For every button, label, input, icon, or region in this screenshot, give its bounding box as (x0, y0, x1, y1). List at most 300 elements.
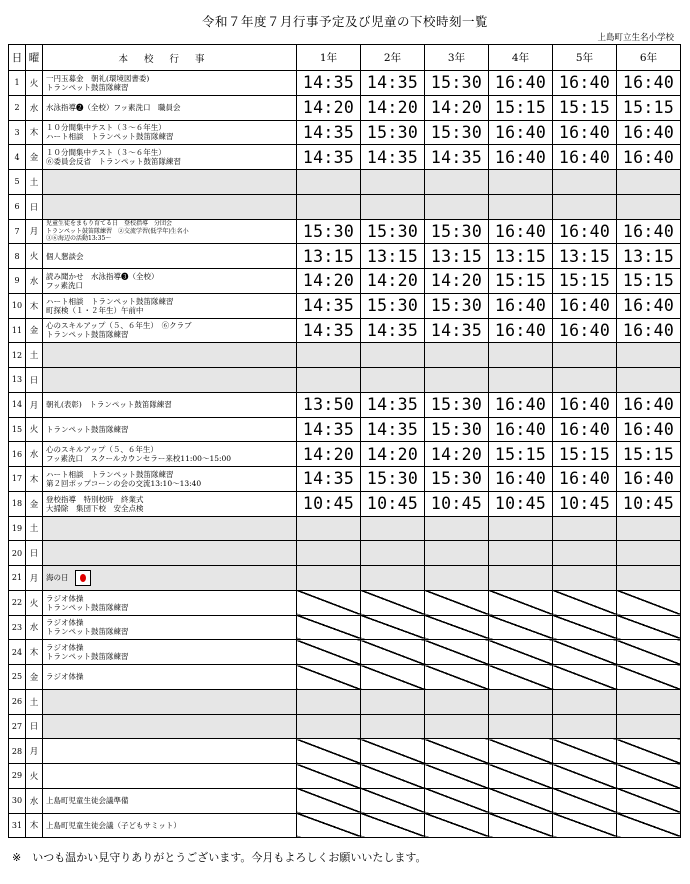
weekday-cell: 日 (26, 714, 43, 739)
day-cell: 9 (9, 269, 26, 294)
event-cell (43, 120, 297, 145)
table-row (9, 368, 681, 393)
dismissal-time-grade-5 (553, 590, 617, 615)
event-cell (43, 739, 297, 764)
dismissal-time-grade-5 (553, 615, 617, 640)
weekday-cell: 金 (26, 318, 43, 343)
dismissal-time-grade-2 (361, 194, 425, 219)
dismissal-time-grade-5 (553, 194, 617, 219)
dismissal-time-grade-4 (489, 764, 553, 789)
day-cell: 5 (9, 170, 26, 195)
event-cell (43, 764, 297, 789)
event-line: トランペット鼓笛隊練習 (46, 424, 129, 434)
dismissal-time-grade-2 (361, 813, 425, 838)
day-cell: 16 (9, 442, 26, 467)
event-cell (43, 590, 297, 615)
dismissal-time-grade-5: 15:15 (553, 95, 617, 120)
dismissal-time-grade-2: 14:35 (361, 145, 425, 170)
dismissal-time-grade-2: 14:35 (361, 392, 425, 417)
event-cell (43, 219, 297, 244)
header-grade-5: 5年 (553, 45, 617, 71)
event-cell (43, 392, 297, 417)
dismissal-time-grade-4 (489, 590, 553, 615)
day-cell: 12 (9, 343, 26, 368)
dismissal-time-grade-3 (425, 343, 489, 368)
dismissal-time-grade-3: 14:35 (425, 145, 489, 170)
dismissal-time-grade-5 (553, 368, 617, 393)
dismissal-time-grade-4 (489, 665, 553, 690)
dismissal-time-grade-4 (489, 788, 553, 813)
dismissal-time-grade-2 (361, 516, 425, 541)
dismissal-time-grade-6: 16:40 (617, 417, 681, 442)
event-cell (43, 318, 297, 343)
dismissal-time-grade-1 (297, 590, 361, 615)
event-cell (43, 442, 297, 467)
weekday-cell: 水 (26, 269, 43, 294)
dismissal-time-grade-1: 14:35 (297, 467, 361, 492)
day-cell: 6 (9, 194, 26, 219)
dismissal-time-grade-2: 15:30 (361, 120, 425, 145)
dismissal-time-grade-4 (489, 368, 553, 393)
dismissal-time-grade-4 (489, 689, 553, 714)
event-cell (43, 541, 297, 566)
dismissal-time-grade-5: 16:40 (553, 293, 617, 318)
event-line: トランペット鼓笛隊練習 (46, 627, 129, 637)
day-cell: 20 (9, 541, 26, 566)
day-cell: 4 (9, 145, 26, 170)
event-cell (43, 95, 297, 120)
table-row (9, 392, 681, 417)
event-line: ラジオ体操 (46, 672, 84, 682)
dismissal-time-grade-1: 13:50 (297, 392, 361, 417)
event-line: 第２回ポップコーンの会の交流13:10～13:40 (46, 478, 202, 488)
event-line: 心のスキルアップ（５、６年生） (46, 445, 158, 455)
weekday-cell: 火 (26, 71, 43, 96)
table-row (9, 467, 681, 492)
dismissal-time-grade-1 (297, 368, 361, 393)
weekday-cell: 月 (26, 392, 43, 417)
table-row (9, 590, 681, 615)
event-line: ③⑥海辺の活動13:35～ (46, 235, 112, 243)
dismissal-time-grade-1: 14:35 (297, 120, 361, 145)
table-row (9, 516, 681, 541)
dismissal-time-grade-3: 15:30 (425, 417, 489, 442)
dismissal-time-grade-3: 15:30 (425, 392, 489, 417)
dismissal-time-grade-2 (361, 590, 425, 615)
dismissal-time-grade-6 (617, 590, 681, 615)
dismissal-time-grade-1: 14:35 (297, 417, 361, 442)
event-line: トランペット鼓笛隊練習 (46, 652, 129, 662)
event-cell (43, 71, 297, 96)
table-row (9, 665, 681, 690)
dismissal-time-grade-3: 14:20 (425, 442, 489, 467)
dismissal-time-grade-1 (297, 739, 361, 764)
dismissal-time-grade-1: 14:35 (297, 145, 361, 170)
dismissal-time-grade-3 (425, 714, 489, 739)
header-grade-3: 3年 (425, 45, 489, 71)
dismissal-time-grade-1 (297, 689, 361, 714)
dismissal-time-grade-5: 13:15 (553, 244, 617, 269)
day-cell: 3 (9, 120, 26, 145)
dismissal-time-grade-6 (617, 764, 681, 789)
dismissal-time-grade-4: 16:40 (489, 145, 553, 170)
table-row (9, 145, 681, 170)
dismissal-time-grade-4: 16:40 (489, 392, 553, 417)
dismissal-time-grade-2: 13:15 (361, 244, 425, 269)
event-line: ラジオ体操 (46, 618, 84, 628)
dismissal-time-grade-6: 16:40 (617, 293, 681, 318)
day-cell: 30 (9, 788, 26, 813)
dismissal-time-grade-4: 16:40 (489, 467, 553, 492)
dismissal-time-grade-5 (553, 764, 617, 789)
event-cell (43, 491, 297, 516)
dismissal-time-grade-3 (425, 665, 489, 690)
dismissal-time-grade-3 (425, 813, 489, 838)
table-row (9, 120, 681, 145)
dismissal-time-grade-1: 15:30 (297, 219, 361, 244)
dismissal-time-grade-5: 16:40 (553, 120, 617, 145)
weekday-cell: 火 (26, 764, 43, 789)
weekday-cell: 金 (26, 665, 43, 690)
event-cell (43, 516, 297, 541)
dismissal-time-grade-3 (425, 615, 489, 640)
dismissal-time-grade-1: 14:35 (297, 293, 361, 318)
day-cell: 18 (9, 491, 26, 516)
dismissal-time-grade-4 (489, 194, 553, 219)
day-cell: 2 (9, 95, 26, 120)
weekday-cell: 土 (26, 343, 43, 368)
dismissal-time-grade-4 (489, 541, 553, 566)
weekday-cell: 水 (26, 615, 43, 640)
dismissal-time-grade-2 (361, 714, 425, 739)
table-row (9, 689, 681, 714)
school-name: 上島町立生名小学校 (597, 33, 674, 43)
dismissal-time-grade-5 (553, 343, 617, 368)
dismissal-time-grade-1 (297, 516, 361, 541)
day-cell: 22 (9, 590, 26, 615)
dismissal-time-grade-2 (361, 368, 425, 393)
dismissal-time-grade-4: 16:40 (489, 293, 553, 318)
dismissal-time-grade-3 (425, 170, 489, 195)
event-cell (43, 640, 297, 665)
dismissal-time-grade-5 (553, 689, 617, 714)
table-row (9, 541, 681, 566)
event-cell (43, 293, 297, 318)
dismissal-time-grade-6: 10:45 (617, 491, 681, 516)
dismissal-time-grade-2 (361, 640, 425, 665)
dismissal-time-grade-6: 16:40 (617, 318, 681, 343)
dismissal-time-grade-1: 14:20 (297, 95, 361, 120)
dismissal-time-grade-4: 15:15 (489, 269, 553, 294)
dismissal-time-grade-1: 14:20 (297, 442, 361, 467)
dismissal-time-grade-6: 15:15 (617, 95, 681, 120)
dismissal-time-grade-3: 15:30 (425, 120, 489, 145)
event-cell (43, 368, 297, 393)
event-cell (43, 689, 297, 714)
day-cell: 29 (9, 764, 26, 789)
event-line: ⑥委員会反省 トランペット鼓笛隊練習 (46, 157, 181, 167)
dismissal-time-grade-2: 15:30 (361, 293, 425, 318)
event-line: ハート相談 トランペット鼓笛隊練習 (46, 296, 174, 306)
dismissal-time-grade-1: 13:15 (297, 244, 361, 269)
dismissal-time-grade-6 (617, 516, 681, 541)
dismissal-time-grade-5: 16:40 (553, 318, 617, 343)
dismissal-time-grade-2 (361, 541, 425, 566)
dismissal-time-grade-6 (617, 813, 681, 838)
table-row (9, 813, 681, 838)
event-cell (43, 467, 297, 492)
day-cell: 11 (9, 318, 26, 343)
dismissal-time-grade-1 (297, 813, 361, 838)
event-line: フッ素洗口 (46, 280, 83, 290)
table-row (9, 640, 681, 665)
day-cell: 13 (9, 368, 26, 393)
dismissal-time-grade-5 (553, 813, 617, 838)
event-line: トランペット鼓笛隊練習 (46, 602, 129, 612)
dismissal-time-grade-3 (425, 739, 489, 764)
weekday-cell: 木 (26, 467, 43, 492)
dismissal-time-grade-6: 16:40 (617, 467, 681, 492)
footer-note: ※ いつも温かい見守りありがとうございます。今月もよろしくお願いいたします。 (12, 851, 427, 864)
event-line: トランペット鼓笛隊練習 (46, 82, 129, 92)
dismissal-time-grade-6 (617, 739, 681, 764)
dismissal-time-grade-2: 14:20 (361, 442, 425, 467)
day-cell: 7 (9, 219, 26, 244)
day-cell: 1 (9, 71, 26, 96)
dismissal-time-grade-4: 16:40 (489, 318, 553, 343)
dismissal-time-grade-3 (425, 640, 489, 665)
dismissal-time-grade-5: 16:40 (553, 145, 617, 170)
event-line: 個人懇談会 (46, 251, 84, 261)
header-weekday: 曜 (26, 45, 43, 71)
table-row (9, 293, 681, 318)
dismissal-time-grade-3 (425, 368, 489, 393)
dismissal-time-grade-3: 10:45 (425, 491, 489, 516)
dismissal-time-grade-6 (617, 194, 681, 219)
weekday-cell: 火 (26, 417, 43, 442)
weekday-cell: 火 (26, 590, 43, 615)
event-cell (43, 566, 297, 591)
dismissal-time-grade-3 (425, 764, 489, 789)
dismissal-time-grade-6: 13:15 (617, 244, 681, 269)
dismissal-time-grade-4: 16:40 (489, 120, 553, 145)
event-line: 朝礼(表彰) トランペット鼓笛隊練習 (46, 400, 172, 410)
event-line: ハート相談 トランペット鼓笛隊練習 (46, 132, 174, 142)
event-cell (43, 665, 297, 690)
dismissal-time-grade-6: 15:15 (617, 442, 681, 467)
event-line: 水泳指導❷（全校）フッ素洗口 職員会 (46, 103, 181, 113)
event-line: 海の日 (46, 572, 69, 582)
weekday-cell: 月 (26, 739, 43, 764)
event-line: 登校指導 特別校時 終業式 (46, 494, 144, 504)
dismissal-time-grade-4 (489, 714, 553, 739)
day-cell: 8 (9, 244, 26, 269)
weekday-cell: 日 (26, 368, 43, 393)
dismissal-time-grade-4 (489, 566, 553, 591)
dismissal-time-grade-6: 15:15 (617, 269, 681, 294)
dismissal-time-grade-1 (297, 615, 361, 640)
weekday-cell: 日 (26, 541, 43, 566)
weekday-cell: 日 (26, 194, 43, 219)
dismissal-time-grade-4 (489, 343, 553, 368)
dismissal-time-grade-5 (553, 714, 617, 739)
weekday-cell: 木 (26, 640, 43, 665)
weekday-cell: 土 (26, 516, 43, 541)
dismissal-time-grade-2: 14:35 (361, 71, 425, 96)
table-row (9, 318, 681, 343)
event-cell (43, 244, 297, 269)
weekday-cell: 木 (26, 813, 43, 838)
dismissal-time-grade-3 (425, 566, 489, 591)
schedule-table (8, 44, 681, 838)
event-line: ラジオ体操 (46, 593, 84, 603)
dismissal-time-grade-1 (297, 714, 361, 739)
event-line: 心のスキルアップ（５、６年生） ⑥クラブ (46, 321, 192, 331)
event-line: １０分間集中テスト（３～６年生） (46, 123, 166, 133)
table-row (9, 615, 681, 640)
dismissal-time-grade-2 (361, 689, 425, 714)
dismissal-time-grade-2: 14:35 (361, 417, 425, 442)
event-line: 読み聞かせ 水泳指導❸（全校） (46, 271, 159, 281)
day-cell: 27 (9, 714, 26, 739)
dismissal-time-grade-5 (553, 170, 617, 195)
dismissal-time-grade-5: 16:40 (553, 467, 617, 492)
event-cell (43, 788, 297, 813)
header-grade-6: 6年 (617, 45, 681, 71)
dismissal-time-grade-3 (425, 689, 489, 714)
event-line: ラジオ体操 (46, 643, 84, 653)
dismissal-time-grade-5: 15:15 (553, 269, 617, 294)
dismissal-time-grade-3 (425, 516, 489, 541)
day-cell: 31 (9, 813, 26, 838)
dismissal-time-grade-4 (489, 640, 553, 665)
event-line: ハート相談 トランペット鼓笛隊練習 (46, 469, 174, 479)
weekday-cell: 水 (26, 788, 43, 813)
dismissal-time-grade-2: 15:30 (361, 467, 425, 492)
header-grade-1: 1年 (297, 45, 361, 71)
dismissal-time-grade-6 (617, 788, 681, 813)
japan-flag-icon (75, 570, 91, 586)
dismissal-time-grade-2 (361, 343, 425, 368)
day-cell: 14 (9, 392, 26, 417)
dismissal-time-grade-3: 15:30 (425, 71, 489, 96)
event-line: 上島町児童生徒会議（子どもサミット） (46, 820, 181, 830)
dismissal-time-grade-1 (297, 170, 361, 195)
day-cell: 19 (9, 516, 26, 541)
dismissal-time-grade-4 (489, 739, 553, 764)
weekday-cell: 土 (26, 170, 43, 195)
dismissal-time-grade-5 (553, 739, 617, 764)
table-row (9, 194, 681, 219)
dismissal-time-grade-5: 10:45 (553, 491, 617, 516)
table-row (9, 244, 681, 269)
dismissal-time-grade-1 (297, 665, 361, 690)
dismissal-time-grade-6 (617, 343, 681, 368)
dismissal-time-grade-5 (553, 541, 617, 566)
dismissal-time-grade-1 (297, 640, 361, 665)
dismissal-time-grade-4 (489, 170, 553, 195)
header-event: 本校行事 (43, 45, 297, 71)
header-grade-4: 4年 (489, 45, 553, 71)
event-line: 大掃除 集団下校 安全点検 (46, 503, 144, 513)
event-line: 児童生徒をまもり育てる日 登校指導 分団会 (46, 220, 173, 228)
dismissal-time-grade-6 (617, 368, 681, 393)
day-cell: 25 (9, 665, 26, 690)
dismissal-time-grade-6: 16:40 (617, 145, 681, 170)
dismissal-time-grade-6 (617, 689, 681, 714)
day-cell: 28 (9, 739, 26, 764)
day-cell: 24 (9, 640, 26, 665)
event-line: トランペット鼓笛隊練習 (46, 330, 129, 340)
table-row (9, 71, 681, 96)
dismissal-time-grade-2: 10:45 (361, 491, 425, 516)
event-line: トランペット鼓笛隊練習 ②交流学習(低学年)生名小 (46, 227, 189, 235)
dismissal-time-grade-5: 15:15 (553, 442, 617, 467)
weekday-cell: 土 (26, 689, 43, 714)
event-cell (43, 813, 297, 838)
table-row (9, 714, 681, 739)
dismissal-time-grade-2 (361, 788, 425, 813)
table-row (9, 788, 681, 813)
dismissal-time-grade-2 (361, 615, 425, 640)
event-line: １０分間集中テスト（３～６年生） (46, 148, 166, 158)
dismissal-time-grade-5: 16:40 (553, 219, 617, 244)
dismissal-time-grade-1: 14:35 (297, 71, 361, 96)
event-line: 上島町児童生徒会議準備 (46, 796, 129, 806)
dismissal-time-grade-3 (425, 788, 489, 813)
dismissal-time-grade-2: 14:35 (361, 318, 425, 343)
dismissal-time-grade-3: 15:30 (425, 467, 489, 492)
event-cell (43, 714, 297, 739)
dismissal-time-grade-6 (617, 714, 681, 739)
dismissal-time-grade-6: 16:40 (617, 392, 681, 417)
dismissal-time-grade-4: 10:45 (489, 491, 553, 516)
dismissal-time-grade-3: 14:35 (425, 318, 489, 343)
header-day: 日 (9, 45, 26, 71)
event-line: 町探検（１・２年生）午前中 (46, 305, 144, 315)
table-row (9, 343, 681, 368)
weekday-cell: 木 (26, 120, 43, 145)
table-row (9, 442, 681, 467)
weekday-cell: 水 (26, 95, 43, 120)
day-cell: 21 (9, 566, 26, 591)
dismissal-time-grade-6: 16:40 (617, 71, 681, 96)
dismissal-time-grade-6 (617, 541, 681, 566)
dismissal-time-grade-6 (617, 566, 681, 591)
dismissal-time-grade-3 (425, 590, 489, 615)
event-cell (43, 343, 297, 368)
table-row (9, 269, 681, 294)
dismissal-time-grade-3: 15:30 (425, 219, 489, 244)
dismissal-time-grade-2 (361, 566, 425, 591)
dismissal-time-grade-6 (617, 640, 681, 665)
dismissal-time-grade-5 (553, 566, 617, 591)
table-row (9, 417, 681, 442)
dismissal-time-grade-6 (617, 170, 681, 195)
dismissal-time-grade-4: 15:15 (489, 95, 553, 120)
dismissal-time-grade-4: 16:40 (489, 219, 553, 244)
dismissal-time-grade-5 (553, 640, 617, 665)
dismissal-time-grade-4 (489, 813, 553, 838)
event-cell (43, 615, 297, 640)
dismissal-time-grade-2 (361, 739, 425, 764)
table-row (9, 491, 681, 516)
dismissal-time-grade-4: 16:40 (489, 71, 553, 96)
dismissal-time-grade-1 (297, 788, 361, 813)
event-line: フッ素洗口 スクールカウンセラー来校11:00～15:00 (46, 454, 232, 464)
event-cell (43, 417, 297, 442)
dismissal-time-grade-6: 16:40 (617, 120, 681, 145)
